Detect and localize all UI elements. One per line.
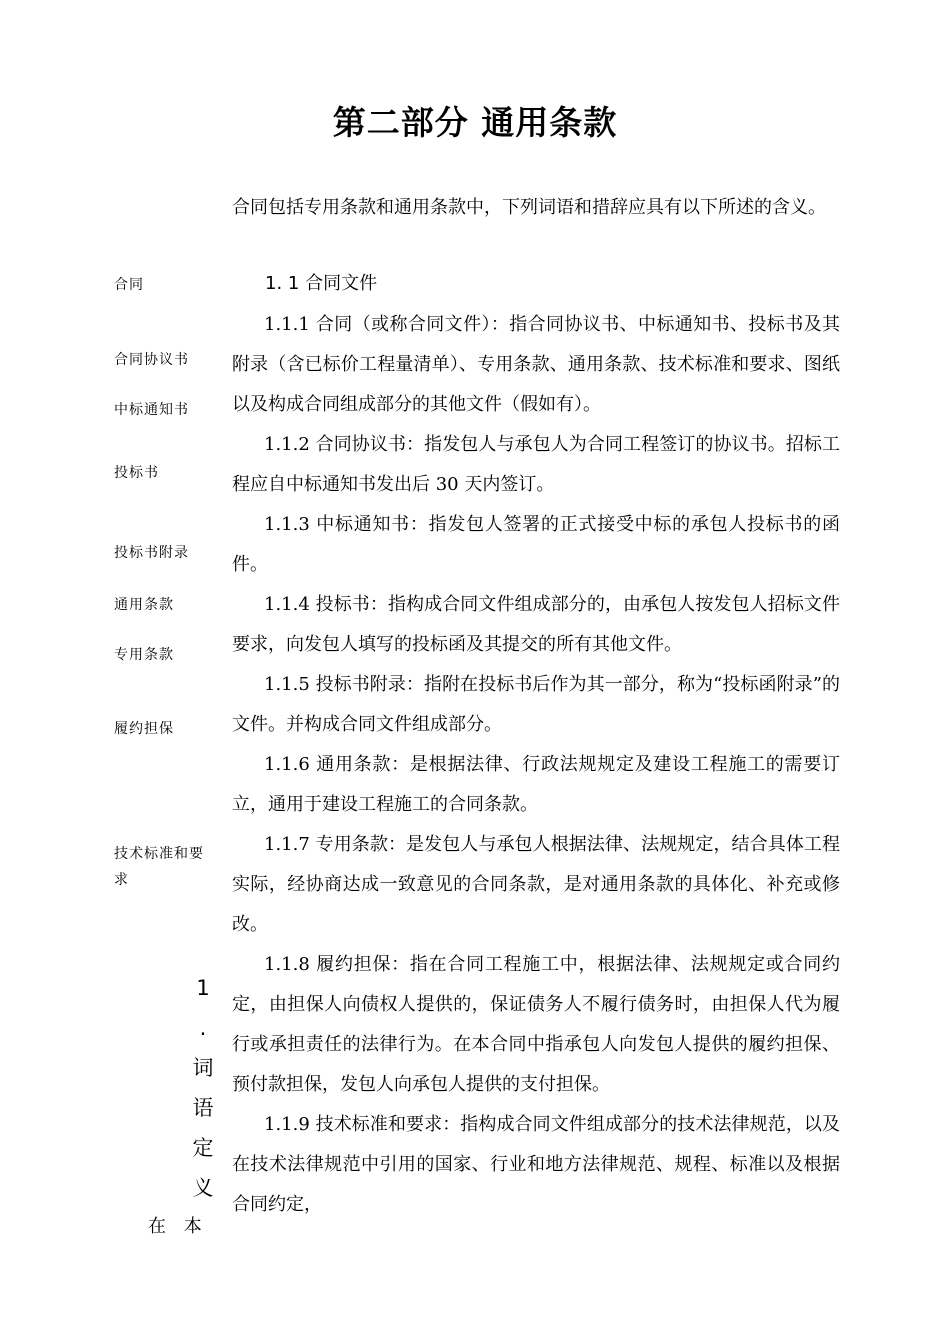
- clause-1-1-5: 1.1.5 投标书附录：指附在投标书后作为其一部分，称为“投标函附录”的文件。并构成合同文件组成部分。: [232, 674, 840, 735]
- vertical-heading-char: 语: [192, 1096, 214, 1120]
- clause-1-1-3: 1.1.3 中标通知书：指发包人签署的正式接受中标的承包人投标书的函件。: [232, 514, 840, 575]
- vertical-heading-char: .: [199, 1016, 207, 1040]
- vertical-heading-char: 定: [192, 1136, 214, 1160]
- margin-note-contract: 合同: [114, 277, 144, 293]
- clause-1-1-9: 1.1.9 技术标准和要求：指构成合同文件组成部分的技术法律规范，以及在技术法律规范中引用的国家、行业和地方法律规范、规程、标准以及根据合同约定，: [232, 1114, 840, 1215]
- margin-note-general-terms: 通用条款: [114, 597, 174, 613]
- section-heading: 1. 1 合同文件: [265, 273, 378, 294]
- vertical-heading-char: 义: [192, 1176, 214, 1200]
- clause-1-1-2: 1.1.2 合同协议书：指发包人与承包人为合同工程签订的协议书。招标工程应自中标通知书发出后 30 天内签订。: [232, 434, 840, 495]
- page-title: 第二部分 通用条款: [332, 103, 618, 142]
- clause-1-1-6: 1.1.6 通用条款：是根据法律、行政法规规定及建设工程施工的需要订立，通用于建设工程施工的合同条款。: [232, 754, 840, 815]
- margin-note-technical-standards: 技术标准和要求: [114, 846, 204, 888]
- margin-note-performance-bond: 履约担保: [114, 721, 174, 737]
- clause-1-1-4: 1.1.4 投标书：指构成合同文件组成部分的，由承包人按发包人招标文件要求，向发包人填写的投标函及其提交的所有其他文件。: [232, 594, 840, 655]
- vertical-section-heading: [188, 968, 218, 1208]
- bottom-fragment: 在 本: [148, 1216, 208, 1237]
- clause-1-1-8: 1.1.8 履约担保：指在合同工程施工中，根据法律、法规规定或合同约定，由担保人向债权人提供的，保证债务人不履行债务时，由担保人代为履行或承担责任的法律行为。在本合同中指承包人向发包人提供的履约担保、预付款担保，发包人向承包人提供的支付担保。: [232, 954, 840, 1095]
- vertical-heading-char: 词: [192, 1056, 214, 1080]
- intro-paragraph: 合同包括专用条款和通用条款中，下列词语和措辞应具有以下所述的含义。: [232, 197, 826, 218]
- clause-1-1-1: 1.1.1 合同（或称合同文件）：指合同协议书、中标通知书、投标书及其附录（含已标价工程量清单）、专用条款、通用条款、技术标准和要求、图纸以及构成合同组成部分的其他文件（假如有）。: [232, 314, 840, 415]
- margin-note-award-notice: 中标通知书: [114, 402, 189, 418]
- vertical-heading-char: 1: [196, 976, 210, 1000]
- margin-note-bid-appendix: 投标书附录: [114, 545, 189, 561]
- clause-1-1-7: 1.1.7 专用条款：是发包人与承包人根据法律、法规规定，结合具体工程实际，经协商达成一致意见的合同条款，是对通用条款的具体化、补充或修改。: [232, 834, 840, 935]
- clause-list: [232, 305, 840, 1225]
- margin-note-bid: 投标书: [114, 465, 159, 481]
- margin-note-agreement: 合同协议书: [114, 352, 189, 368]
- margin-note-special-terms: 专用条款: [114, 647, 174, 663]
